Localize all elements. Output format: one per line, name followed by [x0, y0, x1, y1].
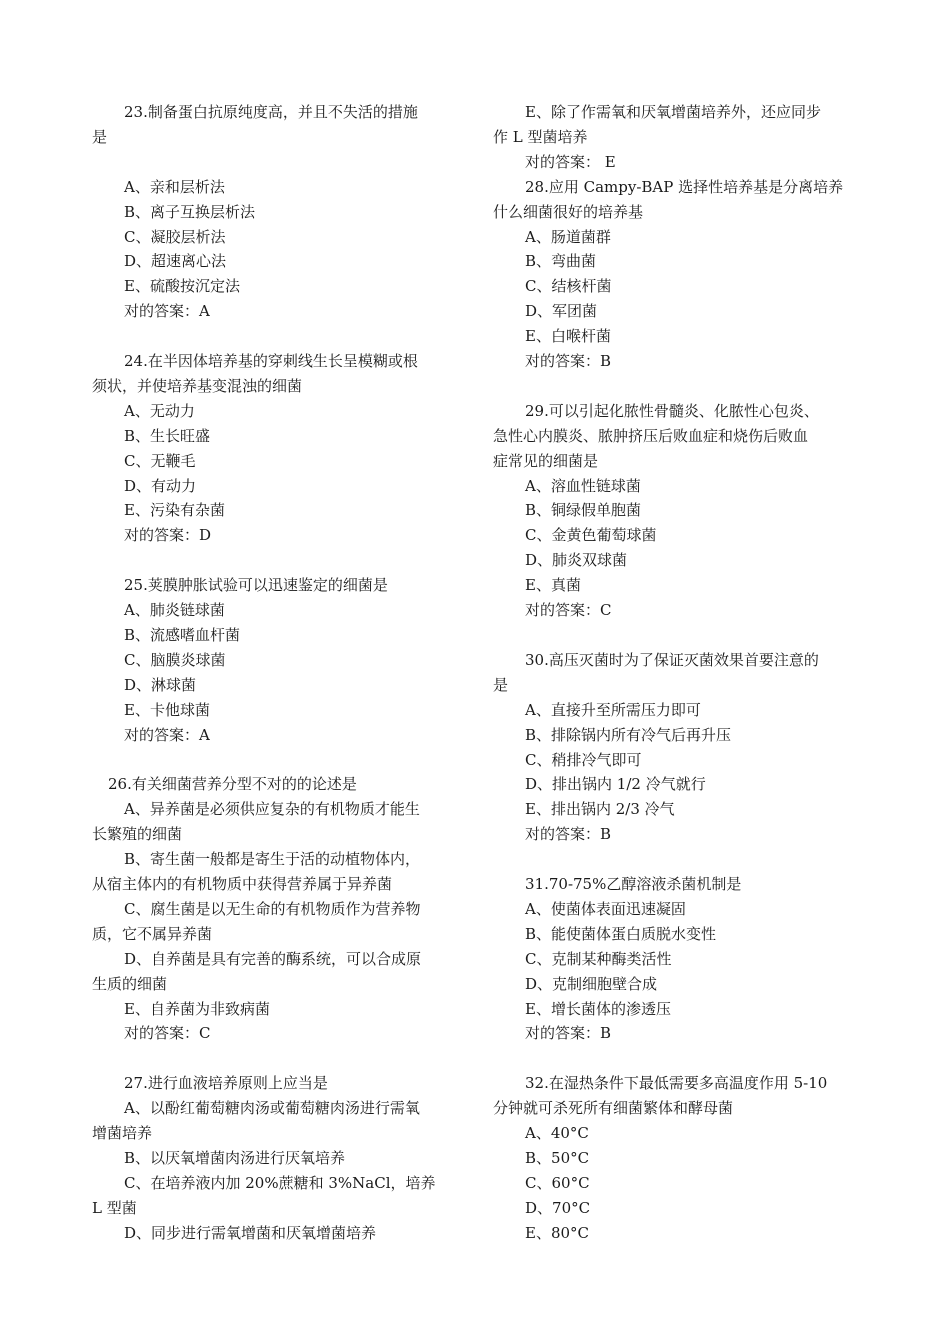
option-a: A、无动力 [124, 401, 195, 420]
question-stem: 31.70-75%乙醇溶液杀菌机制是 [525, 875, 742, 894]
option-c: C、脑膜炎球菌 [124, 650, 226, 669]
option-b: B、生长旺盛 [124, 426, 211, 445]
question-31 [493, 872, 863, 1046]
option-a: A、肺炎链球菌 [124, 601, 225, 620]
answer: 对的答案：A [124, 725, 210, 744]
question-25 [92, 573, 462, 747]
question-stem: 32.在湿热条件下最低需要多高温度作用 5-10 [525, 1074, 828, 1093]
option-d: D、70°C [525, 1198, 591, 1217]
option-d: D、克制细胞壁合成 [525, 974, 658, 993]
option-c: C、无鞭毛 [124, 451, 196, 470]
option-b: 从宿主体内的有机物质中获得营养属于异养菌 [92, 875, 393, 894]
option-c: C、稍排冷气即可 [525, 750, 642, 769]
question-32 [493, 1071, 863, 1245]
option-d: D、有动力 [124, 476, 197, 495]
option-a: A、肠道菌群 [525, 227, 611, 246]
question-stem: 什么细菌很好的培养基 [493, 202, 644, 221]
option-a: A、直接升至所需压力即可 [525, 700, 701, 719]
question-30 [493, 648, 863, 847]
option-b: B、排除锅内所有冷气后再升压 [525, 725, 732, 744]
option-c: C、在培养液内加 20%蔗糖和 3%NaCl，培养 [124, 1173, 436, 1192]
option-b: B、流感嗜血杆菌 [124, 625, 241, 644]
question-stem: 30.高压灭菌时为了保证灭菌效果首要注意的 [525, 650, 819, 669]
option-e: E、除了作需氧和厌氧增菌培养外，还应同步 [525, 103, 821, 121]
question-stem: 分钟就可杀死所有细菌繁体和酵母菌 [493, 1099, 734, 1118]
question-stem: 27.进行血液培养原则上应当是 [124, 1074, 328, 1093]
answer: 对的答案：C [124, 1024, 211, 1043]
option-e: E、卡他球菌 [124, 700, 210, 719]
question-stem: 23.制备蛋白抗原纯度高，并且不失活的措施 [124, 103, 418, 121]
option-d: D、同步进行需氧增菌和厌氧增菌培养 [124, 1223, 377, 1242]
option-d: 生质的细菌 [92, 974, 168, 993]
option-e: E、增长菌体的渗透压 [525, 999, 671, 1018]
option-e: E、自养菌为非致病菌 [124, 999, 270, 1018]
option-d: D、淋球菌 [124, 675, 197, 694]
question-stem: 24.在半因体培养基的穿刺线生长呈模糊或根 [124, 352, 418, 371]
option-e: E、80°C [525, 1223, 590, 1242]
option-a: 增菌培养 [92, 1124, 153, 1143]
option-e: E、污染有杂菌 [124, 501, 225, 520]
option-e: 作 L 型菌培养 [493, 127, 588, 146]
option-a: A、亲和层析法 [124, 177, 225, 196]
option-e: E、真菌 [525, 576, 581, 595]
question-28 [493, 175, 863, 374]
option-c: L 型菌 [92, 1198, 137, 1217]
option-c: C、60°C [525, 1173, 590, 1192]
answer: 对的答案：B [525, 1024, 612, 1043]
answer: 对的答案： E [525, 152, 616, 171]
answer: 对的答案：C [525, 601, 612, 620]
option-b: B、能使菌体蛋白质脱水变性 [525, 924, 717, 943]
question-23 [92, 100, 462, 324]
option-b: B、以厌氧增菌肉汤进行厌氧培养 [124, 1148, 346, 1167]
option-a: A、溶血性链球菌 [525, 476, 641, 495]
answer: 对的答案：A [124, 302, 210, 321]
option-a: 长繁殖的细菌 [92, 825, 183, 844]
option-a: A、40°C [525, 1124, 589, 1143]
option-d: D、肺炎双球菌 [525, 551, 628, 570]
question-stem: 25.荚膜肿胀试验可以迅速鉴定的细菌是 [124, 576, 388, 595]
option-c: C、凝胶层析法 [124, 227, 226, 246]
option-c: C、腐生菌是以无生命的有机物质作为营养物 [124, 899, 421, 918]
option-b: B、50°C [525, 1149, 590, 1167]
option-b: B、离子互换层析法 [124, 202, 256, 221]
question-stem: 是 [92, 127, 108, 146]
option-d: D、排出锅内 1/2 冷气就行 [525, 775, 706, 794]
option-d: D、超速离心法 [124, 252, 227, 271]
option-c: C、克制某种酶类活性 [525, 949, 672, 968]
option-b: B、弯曲菌 [525, 252, 597, 271]
left-column [92, 100, 462, 1246]
question-stem: 是 [493, 675, 509, 694]
option-e: E、硫酸按沉定法 [124, 277, 240, 296]
option-b: B、铜绿假单胞菌 [525, 501, 642, 520]
option-d: D、自养菌是具有完善的酶系统，可以合成原 [124, 949, 422, 968]
question-27 [92, 1071, 462, 1245]
question-26 [92, 772, 462, 1046]
question-29 [493, 399, 863, 623]
option-a: A、使菌体表面迅速凝固 [525, 899, 686, 918]
option-c: 质，它不属异养菌 [92, 924, 213, 943]
option-c: C、结核杆菌 [525, 277, 612, 296]
question-24 [92, 349, 462, 548]
answer: 对的答案：D [124, 526, 212, 545]
question-stem: 症常见的细菌是 [493, 451, 599, 470]
option-a: A、以酚红葡萄糖肉汤或葡萄糖肉汤进行需氧 [124, 1099, 420, 1118]
option-c: C、金黄色葡萄球菌 [525, 526, 657, 545]
option-e: E、排出锅内 2/3 冷气 [525, 800, 675, 819]
option-a: A、异养菌是必须供应复杂的有机物质才能生 [124, 800, 420, 819]
question-stem: 28.应用 Campy-BAP 选择性培养基是分离培养 [525, 177, 844, 196]
question-stem: 26.有关细菌营养分型不对的的论述是 [108, 775, 357, 794]
question-stem: 须状，并使培养基变混浊的细菌 [92, 376, 303, 395]
answer: 对的答案：B [525, 825, 612, 844]
question-27-continued [493, 100, 863, 175]
question-stem: 急性心内膜炎、脓肿挤压后败血症和烧伤后败血 [493, 426, 809, 445]
option-e: E、白喉杆菌 [525, 327, 611, 346]
option-d: D、军团菌 [525, 302, 598, 321]
right-column [493, 100, 863, 1246]
option-b: B、寄生菌一般都是寄生于活的动植物体内， [124, 850, 421, 869]
answer: 对的答案：B [525, 352, 612, 371]
question-stem: 29.可以引起化脓性骨髓炎、化脓性心包炎、 [525, 401, 819, 420]
